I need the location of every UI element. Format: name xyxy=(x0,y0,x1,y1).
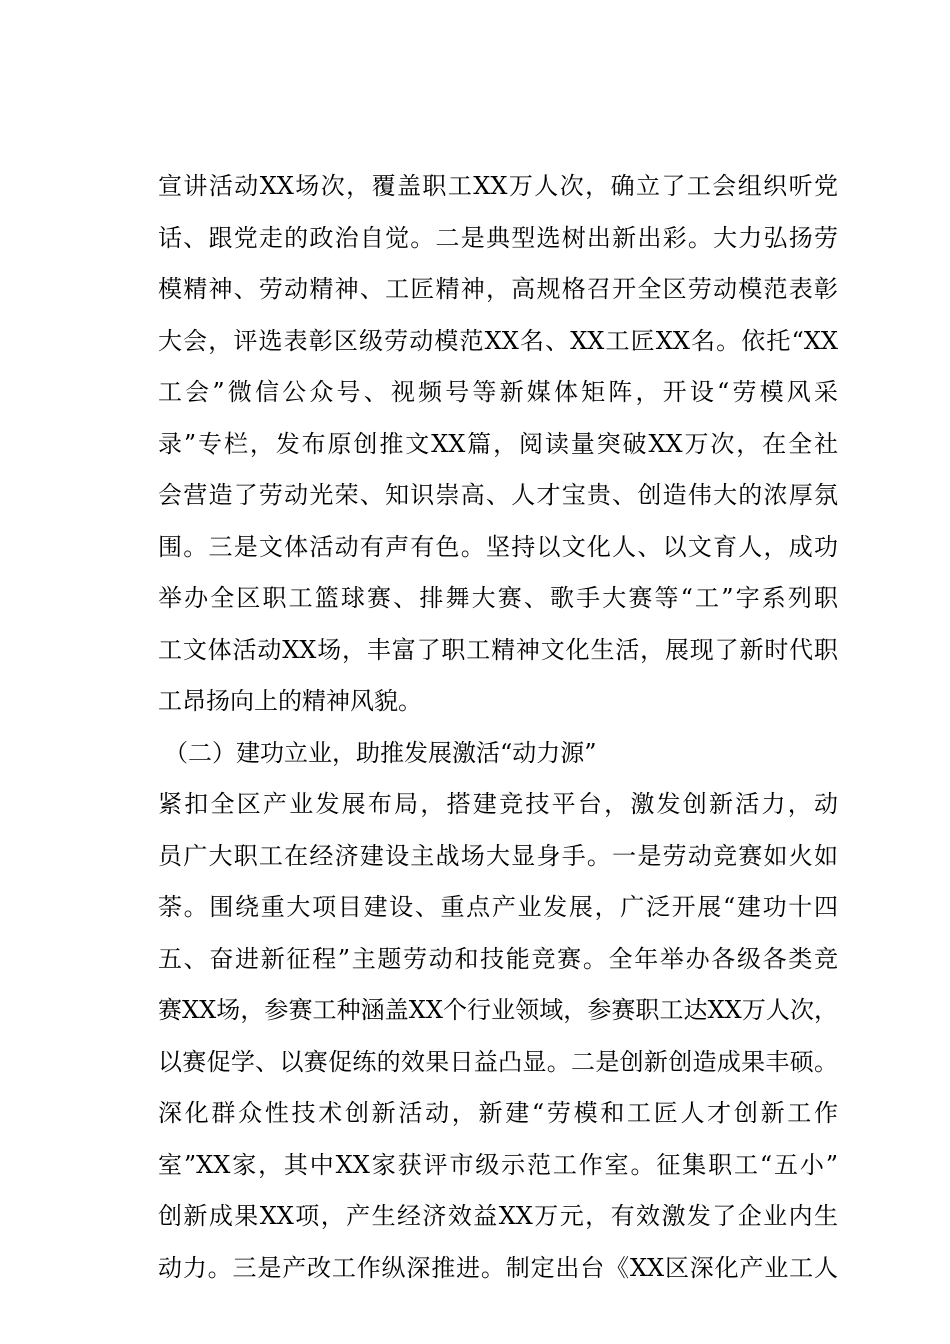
text-line: 举办全区职工篮球赛、排舞大赛、歌手大赛等“工”字系列职 xyxy=(158,584,838,612)
text-line: 模精神、劳动精神、工匠精神，高规格召开全区劳动模范表彰 xyxy=(158,275,838,303)
paragraph-1 xyxy=(158,161,838,728)
text-line: 动力。三是产改工作纵深推进。制定出台《XX区深化产业工人 xyxy=(158,1253,838,1282)
text-line: 创新成果XX项，产生经济效益XX万元，有效激发了企业内生 xyxy=(158,1202,838,1230)
text-line: 会营造了劳动光荣、知识崇高、人才宝贵、创造伟大的浓厚氛 xyxy=(158,481,838,509)
text-line: 以赛促学、以赛促练的效果日益凸显。二是创新创造成果丰硕。 xyxy=(158,1047,838,1076)
text-line: 五、奋进新征程”主题劳动和技能竞赛。全年举办各级各类竞 xyxy=(158,944,838,973)
paragraph-2 xyxy=(158,779,838,1294)
text-line: 工文体活动XX场，丰富了职工精神文化生活，展现了新时代职 xyxy=(158,635,838,664)
text-line: 赛XX场，参赛工种涵盖XX个行业领域，参赛职工达XX万人次， xyxy=(158,996,838,1024)
document-body xyxy=(158,161,838,1294)
text-line: 深化群众性技术创新活动，新建“劳模和工匠人才创新工作 xyxy=(158,1099,838,1127)
text-line: 录”专栏，发布原创推文XX篇，阅读量突破XX万次，在全社 xyxy=(158,429,838,458)
text-line: 大会，评选表彰区级劳动模范XX名、XX工匠XX名。依托“XX xyxy=(158,326,838,355)
text-line: 紧扣全区产业发展布局，搭建竞技平台，激发创新活力，动 xyxy=(158,790,838,818)
text-line: 员广大职工在经济建设主战场大显身手。一是劳动竞赛如火如 xyxy=(158,841,838,870)
text-line: 工昂扬向上的精神风貌。 xyxy=(158,687,422,715)
text-line: 话、跟党走的政治自觉。二是典型选树出新出彩。大力弘扬劳 xyxy=(158,223,838,252)
text-line: 宣讲活动XX场次，覆盖职工XX万人次，确立了工会组织听党 xyxy=(158,172,838,200)
text-line: 室”XX家，其中XX家获评市级示范工作室。征集职工“五小” xyxy=(158,1150,838,1179)
text-line: 围。三是文体活动有声有色。坚持以文化人、以文育人，成功 xyxy=(158,532,838,561)
text-line: 荼。围绕重大项目建设、重点产业发展，广泛开展“建功十四 xyxy=(158,893,838,921)
text-line: 工会”微信公众号、视频号等新媒体矩阵，开设“劳模风采 xyxy=(158,378,838,406)
section-heading: （二）建功立业，助推发展激活“动力源” xyxy=(164,738,597,767)
